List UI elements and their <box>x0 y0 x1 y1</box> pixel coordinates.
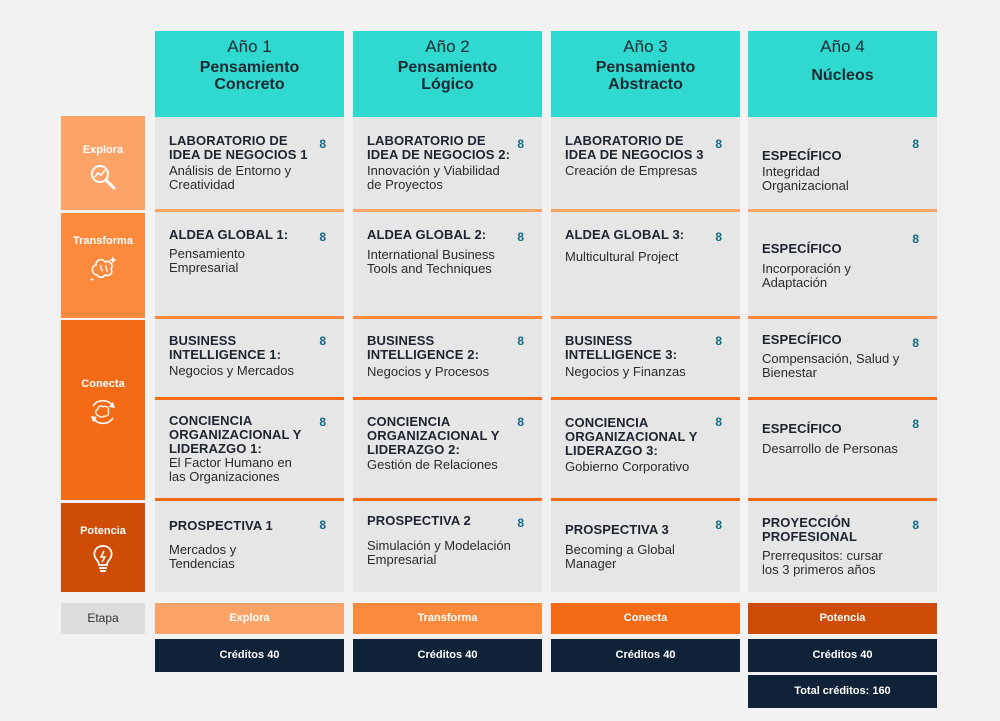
course-credits: 8 <box>912 137 919 151</box>
year-title: Pensamiento Abstracto <box>595 59 696 93</box>
course-title: ESPECÍFICO <box>762 241 842 256</box>
course-cell <box>748 400 937 498</box>
year-label: Año 2 <box>425 37 470 56</box>
course-subtitle: Innovación y Viabilidad de Proyectos <box>367 163 500 192</box>
course-title: CONCIENCIA ORGANIZACIONAL Y LIDERAZGO 2: <box>367 414 500 457</box>
year-header-1 <box>155 31 344 117</box>
year-label: Año 4 <box>820 37 865 56</box>
course-title: ESPECÍFICO <box>762 332 842 347</box>
course-title: CONCIENCIA ORGANIZACIONAL Y LIDERAZGO 3: <box>565 415 698 458</box>
magnifier-chart-icon <box>88 162 118 192</box>
course-credits: 8 <box>319 518 326 532</box>
footer-credits-3: Créditos 40 <box>551 639 740 672</box>
course-credits: 8 <box>517 334 524 348</box>
course-credits: 8 <box>715 137 722 151</box>
course-credits: 8 <box>912 417 919 431</box>
brain-cycle-icon <box>87 396 119 428</box>
etapa-label: Etapa <box>61 603 145 634</box>
course-subtitle: Mercados y Tendencias <box>169 542 237 571</box>
course-credits: 8 <box>912 232 919 246</box>
course-title: ESPECÍFICO <box>762 148 842 163</box>
course-subtitle: Prerrequsitos: cursar los 3 primeros años <box>762 548 883 577</box>
course-subtitle: Pensamiento Empresarial <box>169 246 245 275</box>
footer-stage-1: Explora <box>155 603 344 634</box>
course-credits: 8 <box>319 137 326 151</box>
year-title: Pensamiento Lógico <box>397 59 498 93</box>
stage-label: Potencia <box>80 525 126 537</box>
course-subtitle: Negocios y Finanzas <box>565 364 686 379</box>
course-credits: 8 <box>319 334 326 348</box>
course-cell <box>155 117 344 209</box>
course-subtitle: Incorporación y Adaptación <box>762 261 851 290</box>
course-cell <box>551 319 740 397</box>
course-cell <box>353 501 542 592</box>
year-header-3 <box>551 31 740 117</box>
course-cell <box>353 319 542 397</box>
course-cell <box>748 117 937 209</box>
course-subtitle: Análisis de Entorno y Creatividad <box>169 163 292 192</box>
course-subtitle: El Factor Humano en las Organizaciones <box>169 455 292 484</box>
course-subtitle: Simulación y Modelación Empresarial <box>367 538 511 567</box>
course-credits: 8 <box>715 230 722 244</box>
course-credits: 8 <box>517 516 524 530</box>
course-credits: 8 <box>715 334 722 348</box>
course-title: ALDEA GLOBAL 1: <box>169 227 289 242</box>
course-credits: 8 <box>517 415 524 429</box>
course-subtitle: Compensación, Salud y Bienestar <box>762 351 900 380</box>
course-title: ALDEA GLOBAL 2: <box>367 227 487 242</box>
course-credits: 8 <box>517 230 524 244</box>
course-cell <box>551 400 740 498</box>
lightbulb-icon <box>90 543 116 573</box>
course-title: LABORATORIO DE IDEA DE NEGOCIOS 2: <box>367 133 510 162</box>
course-cell <box>155 501 344 592</box>
footer-stage-4: Potencia <box>748 603 937 634</box>
course-title: PROSPECTIVA 1 <box>169 518 273 533</box>
course-title: ESPECÍFICO <box>762 421 842 436</box>
course-subtitle: Desarrollo de Personas <box>762 441 898 456</box>
course-subtitle: Multicultural Project <box>565 249 679 264</box>
course-cell <box>748 212 937 316</box>
course-cell <box>551 501 740 592</box>
stage-explora <box>61 116 145 210</box>
course-cell <box>748 501 937 592</box>
year-header-4 <box>748 31 937 117</box>
course-credits: 8 <box>517 137 524 151</box>
course-credits: 8 <box>319 415 326 429</box>
footer-stage-3: Conecta <box>551 603 740 634</box>
course-credits: 8 <box>912 518 919 532</box>
course-cell <box>155 212 344 316</box>
course-subtitle: Becoming a Global Manager <box>565 542 675 571</box>
year-title: Pensamiento Concreto <box>199 59 300 93</box>
course-credits: 8 <box>715 518 722 532</box>
course-credits: 8 <box>715 415 722 429</box>
course-subtitle: Creación de Empresas <box>565 163 698 178</box>
total-credits: Total créditos: 160 <box>748 675 937 708</box>
year-label: Año 3 <box>623 37 668 56</box>
footer-stage-2: Transforma <box>353 603 542 634</box>
year-header-2 <box>353 31 542 117</box>
course-credits: 8 <box>319 230 326 244</box>
course-title: BUSINESS INTELLIGENCE 2: <box>367 333 480 362</box>
course-cell <box>155 319 344 397</box>
footer-credits-1: Créditos 40 <box>155 639 344 672</box>
stage-transforma <box>61 213 145 318</box>
course-subtitle: Integridad Organizacional <box>762 164 849 193</box>
course-cell <box>353 400 542 498</box>
course-title: CONCIENCIA ORGANIZACIONAL Y LIDERAZGO 1: <box>169 413 302 456</box>
footer-credits-2: Créditos 40 <box>353 639 542 672</box>
course-subtitle: Negocios y Mercados <box>169 363 294 378</box>
stage-label: Explora <box>82 144 124 156</box>
year-label: Año 1 <box>227 37 272 56</box>
course-title: PROSPECTIVA 3 <box>565 522 669 537</box>
course-cell <box>551 212 740 316</box>
brain-sparkle-icon <box>88 253 118 283</box>
course-title: LABORATORIO DE IDEA DE NEGOCIOS 1 <box>169 133 308 162</box>
stage-label: Conecta <box>81 378 125 390</box>
footer-credits-4: Créditos 40 <box>748 639 937 672</box>
course-title: PROSPECTIVA 2 <box>367 513 471 528</box>
course-cell <box>353 212 542 316</box>
course-subtitle: Gestión de Relaciones <box>367 457 498 472</box>
course-subtitle: Gobierno Corporativo <box>565 459 690 474</box>
course-title: BUSINESS INTELLIGENCE 1: <box>169 333 282 362</box>
year-title: Núcleos <box>811 67 874 84</box>
stage-label: Transforma <box>73 235 133 247</box>
stage-conecta <box>61 320 145 500</box>
course-subtitle: Negocios y Procesos <box>367 364 490 379</box>
course-title: ALDEA GLOBAL 3: <box>565 227 685 242</box>
course-title: BUSINESS INTELLIGENCE 3: <box>565 333 678 362</box>
course-title: LABORATORIO DE IDEA DE NEGOCIOS 3 <box>565 133 704 162</box>
course-title: PROYECCIÓN PROFESIONAL <box>762 515 857 544</box>
course-cell <box>353 117 542 209</box>
stage-potencia <box>61 503 145 592</box>
course-credits: 8 <box>912 336 919 350</box>
course-cell <box>748 319 937 397</box>
course-cell <box>155 400 344 498</box>
course-subtitle: International Business Tools and Techniques <box>367 247 495 276</box>
course-cell <box>551 117 740 209</box>
